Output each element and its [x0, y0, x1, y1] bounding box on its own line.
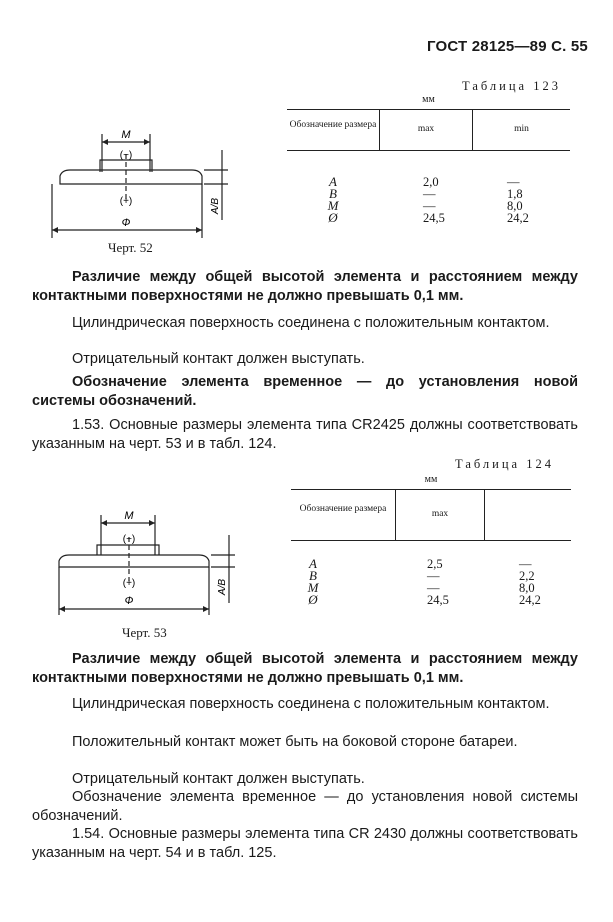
table-row: A: [329, 174, 337, 189]
paragraph: Обозначение элемента временное — до установления новой системы обозначений.: [32, 789, 578, 824]
table-124-header-row: [291, 490, 571, 541]
table-124-names: [291, 558, 395, 606]
drawing-52-label-m: M: [121, 129, 131, 141]
table-123-body: [287, 151, 570, 224]
table-123-unit: мм: [287, 93, 570, 110]
table-123: [287, 93, 570, 224]
table-cell: 2,5: [427, 557, 443, 571]
drawing-53-label-neg: (−): [122, 534, 136, 545]
table-124-unit: мм: [291, 473, 571, 490]
paragraph: 1.53. Основные размеры элемента типа CR2425 должны соответствовать указанным на черт. 53 и в табл. 124.: [32, 417, 578, 452]
table-123-col-designation: Обозначение размера: [287, 110, 380, 150]
table-cell: 24,5: [423, 211, 445, 225]
table-row: A: [309, 556, 317, 571]
table-123-header-row: [287, 110, 570, 151]
arrow-icon: [52, 227, 58, 233]
table-cell: 24,5: [427, 593, 449, 607]
drawing-52-label-neg: (−): [119, 150, 133, 161]
table-row: M: [327, 198, 339, 213]
table-cell: —: [423, 199, 436, 213]
drawing-52-label-phi: Ф: [121, 217, 131, 229]
table-cell: 24,2: [519, 593, 541, 607]
table-124-col-max: max: [396, 490, 485, 540]
drawing-53-label-m: M: [124, 510, 134, 522]
arrow-icon: [101, 520, 107, 526]
table-cell: —: [427, 581, 440, 595]
table-cell: 24,2: [507, 211, 529, 225]
arrow-icon: [144, 139, 150, 145]
table-124-col-min: min: [520, 509, 536, 519]
arrow-icon: [196, 227, 202, 233]
table-cell: 2,0: [423, 175, 439, 189]
table-cell: 8,0: [507, 199, 523, 213]
table-row: Ø: [308, 592, 318, 607]
table-124-max: [395, 558, 483, 606]
table-cell: —: [507, 175, 520, 189]
table-cell: 8,0: [519, 581, 535, 595]
drawing-53-caption: Черт. 53: [122, 625, 167, 640]
table-row: M: [307, 580, 319, 595]
table-row: B: [309, 568, 317, 583]
table-row: Ø: [328, 210, 338, 225]
table-cell: 2,2: [519, 569, 535, 583]
paragraph: Различие между общей высотой элемента и расстоянием между контактными поверхностями не должно превышать 0,1 мм.: [32, 651, 578, 686]
table-124-caption: Таблица 124: [455, 457, 554, 471]
table-row: B: [329, 186, 337, 201]
table-124-min: [483, 558, 571, 606]
paragraph: 1.54. Основные размеры элемента типа CR 2430 должны соответствовать указанным на черт. 54 и в табл. 125.: [32, 826, 578, 861]
table-124-body: [291, 541, 571, 606]
drawing-52: [40, 120, 240, 250]
paragraph: Обозначение элемента временное — до установления новой системы обозначений.: [32, 374, 578, 409]
drawing-52-label-pos: (+): [119, 196, 133, 207]
drawing-53-label-phi: Ф: [124, 595, 134, 607]
table-123-names: [287, 176, 379, 224]
table-124-col-designation: Обозначение размера: [291, 490, 396, 540]
arrow-icon: [59, 606, 65, 612]
table-cell: —: [423, 187, 436, 201]
table-123-caption: Таблица 123: [462, 79, 561, 93]
table-124: [291, 473, 571, 606]
table-cell: —: [427, 569, 440, 583]
table-123-col-min: min: [514, 124, 529, 134]
drawing-52-label-ab: A/B: [210, 197, 221, 215]
paragraph: Цилиндрическая поверхность соединена с положительным контактом.: [72, 696, 550, 712]
table-cell: 1,8: [507, 187, 523, 201]
paragraph: Отрицательный контакт должен выступать.: [72, 351, 365, 367]
paragraph: Отрицательный контакт должен выступать.: [72, 771, 365, 787]
table-123-min: [471, 176, 570, 224]
page-header: ГОСТ 28125—89 С. 55: [427, 38, 588, 55]
table-cell: —: [519, 557, 532, 571]
drawing-52-caption: Черт. 52: [108, 240, 153, 255]
table-123-col-max: max: [380, 110, 473, 150]
drawing-53-label-pos: (+): [122, 578, 136, 589]
table-123-max: [379, 176, 471, 224]
arrow-icon: [203, 606, 209, 612]
paragraph: Различие между общей высотой элемента и расстоянием между контактными поверхностями не должно превышать 0,1 мм.: [32, 269, 578, 304]
drawing-53: [45, 505, 245, 630]
paragraph: Цилиндрическая поверхность соединена с положительным контактом.: [72, 315, 550, 331]
arrow-icon: [149, 520, 155, 526]
arrow-icon: [102, 139, 108, 145]
paragraph: Положительный контакт может быть на боковой стороне батареи.: [72, 734, 518, 750]
drawing-53-label-ab: A/B: [217, 578, 228, 596]
